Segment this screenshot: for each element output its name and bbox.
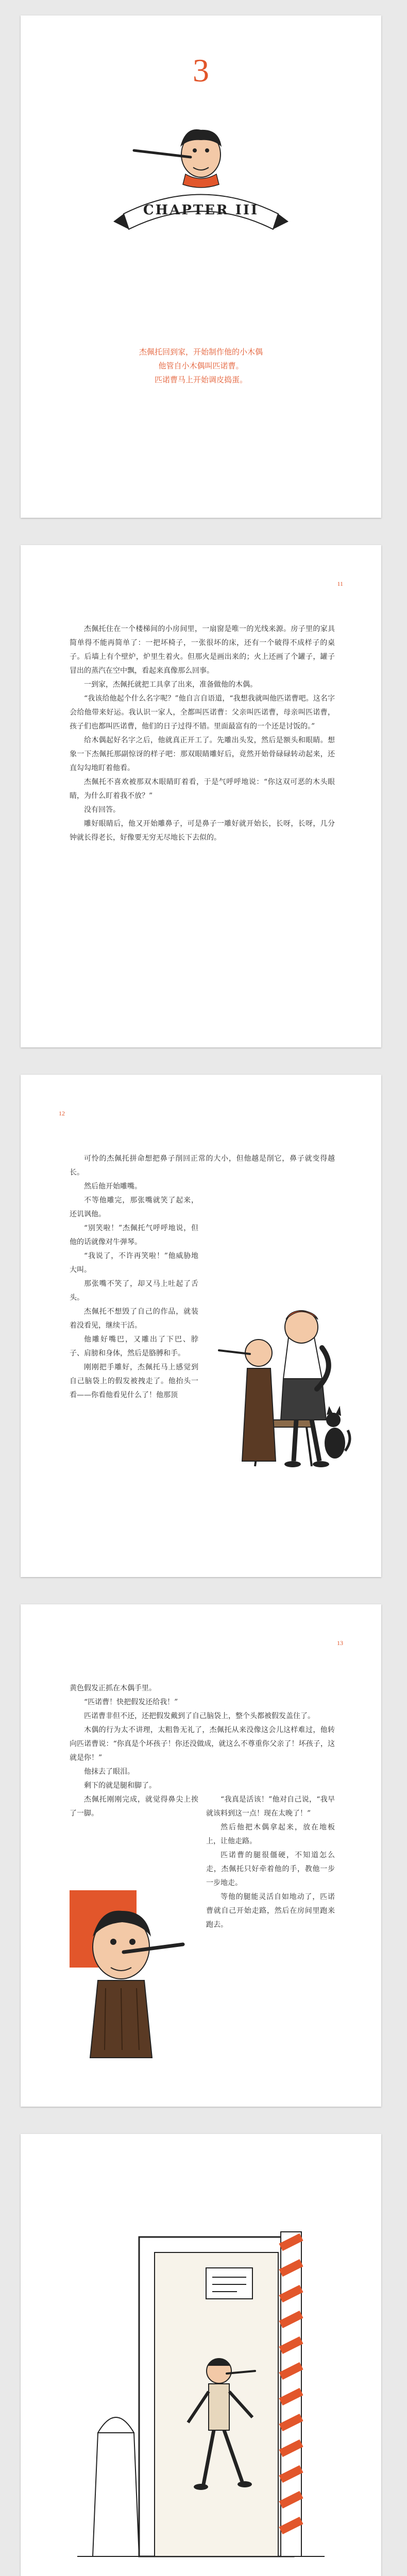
paragraph: 没有回答。 [84, 806, 120, 814]
paragraph: “我真是活该！”他对自己说，“我早就该料到这一点！现在太晚了！” [206, 1795, 335, 1818]
paragraph: 匹诺曹的腿很僵硬，不知道怎么走，杰佩托只好牵着他的手，教他一步一步地走。 [206, 1851, 335, 1887]
paragraph: 杰佩托住在一个楼梯间的小房间里，一扇窗是唯一的光线来源。房子里的家具简单得不能再简单了：一把坏椅子，一张很坏的床，还有一个破得不成样子的桌子。后墙上有个壁炉，炉里生着火。但那火是画出来的；火上还画了个罐子，罐子冒出的蒸汽在空中飘，看起来真像那么回事。 [70, 625, 335, 675]
page-body [70, 622, 335, 845]
chapter-summary [21, 345, 381, 387]
paragraph: “我该给他起个什么名字呢？”他自言自语道，“我想我就叫他匹诺曹吧。这名字会给他带来好运。我认识一家人，全都叫匹诺曹：父亲叫匹诺曹，母亲叫匹诺曹，孩子们也都叫匹诺曹，他们的日子过得不错。里面最富有的一个还是讨饭的。” [70, 694, 335, 731]
paragraph: 剩下的就是腿和脚了。 [84, 1782, 156, 1790]
summary-line: 他管自小木偶叫匹诺曹。 [158, 361, 244, 370]
paragraph: 黄色假发正抓在木偶手里。 [70, 1684, 156, 1692]
paragraph: 木偶的行为太不讲理，太粗鲁无礼了，杰佩托从来没像这会儿这样难过，他转向匹诺曹说：“你真是个坏孩子！你还没做成，就这么不尊重你父亲了！坏孩子，这就是你！” [70, 1726, 335, 1762]
paragraph: 等他的腿能灵活自如地动了，匹诺曹就自己开始走路，然后在房间里跑来跑去。 [206, 1893, 335, 1929]
chapter-opener-page [21, 15, 381, 518]
page-number: 13 [337, 1639, 343, 1647]
summary-line: 杰佩托回到家，开始制作他的小木偶 [139, 347, 263, 357]
text-page [21, 1604, 381, 2107]
geppetto-carving-illustration [198, 1291, 353, 1477]
paragraph: 可怜的杰佩托拼命想把鼻子削回正常的大小，但他越是削它，鼻子就变得越长。 [70, 1155, 335, 1177]
striped-pole-icon [281, 2232, 301, 2556]
paragraph: 他抹去了眼泪。 [84, 1768, 134, 1776]
paragraph: 一到家，杰佩托就把工具拿了出来，准备做他的木偶。 [84, 681, 257, 689]
paragraph: 然后他把木偶拿起来，放在地板上，让他走路。 [206, 1823, 335, 1845]
paragraph: 匹诺曹非但不还，还把假发戴到了自己脑袋上，整个头都被假发盖住了。 [84, 1712, 315, 1720]
chapter-banner-illustration [113, 118, 289, 273]
text-page [21, 545, 381, 1047]
paragraph: 雕好眼睛后，他又开始雕鼻子，可是鼻子一雕好就开始长，长呀，长呀，几分钟就长得老长，好像要无穷无尽地长下去似的。 [70, 820, 335, 842]
paragraph: 不等他雕完，那张嘴就笑了起来，还讥讽他。 [70, 1196, 198, 1218]
pinocchio-nose-illustration [64, 1885, 188, 2060]
paragraph: “匹诺曹！快把假发还给我！” [84, 1698, 178, 1706]
text-page [21, 1075, 381, 1577]
illustration-page [21, 2134, 381, 2576]
summary-line: 匹诺曹马上开始调皮捣蛋。 [154, 375, 247, 384]
paragraph: 他雕好嘴巴，又雕出了下巴、脖子、肩膀和身体，然后是胳膊和手。 [70, 1335, 198, 1358]
paragraph: 杰佩托不喜欢被那双木眼睛盯着看，于是气呼呼地说：“你这双可恶的木头眼睛，为什么盯着我不放？” [70, 778, 335, 800]
chapter-number: 3 [193, 52, 209, 89]
paragraph: “别笑啦！”杰佩托气呼呼地说，但他的话就像对牛弹琴。 [70, 1224, 198, 1246]
paragraph: 杰佩托不想毁了自己的作品，就装着没看见，继续干活。 [70, 1308, 198, 1330]
paragraph: 那张嘴不笑了，却又马上吐起了舌头。 [70, 1280, 198, 1302]
paragraph: 杰佩托刚刚完成，就觉得鼻尖上挨了一脚。 [70, 1795, 198, 1818]
page-number: 12 [59, 1110, 65, 1117]
pinocchio-doorway-illustration [77, 2216, 325, 2576]
paragraph: “我说了，不许再笑啦！”他威胁地大叫。 [70, 1252, 198, 1274]
chapter-banner-text: CHAPTER III [143, 202, 259, 218]
paragraph: 然后他开始雕嘴。 [84, 1182, 142, 1191]
paragraph: 刚刚把手雕好，杰佩托马上感觉到自己脑袋上的假发被拽走了。他抬头一看——你看他看见什么了！他那顶 [70, 1363, 198, 1399]
page-number: 11 [337, 580, 343, 587]
paragraph: 给木偶起好名字之后，他就真正开工了。先雕出头发，然后是额头和眼睛。想象一下杰佩托那副惊讶的样子吧：那双眼睛雕好后，竟然开始骨碌碌转动起来，还直勾勾地盯着他看。 [70, 736, 335, 772]
